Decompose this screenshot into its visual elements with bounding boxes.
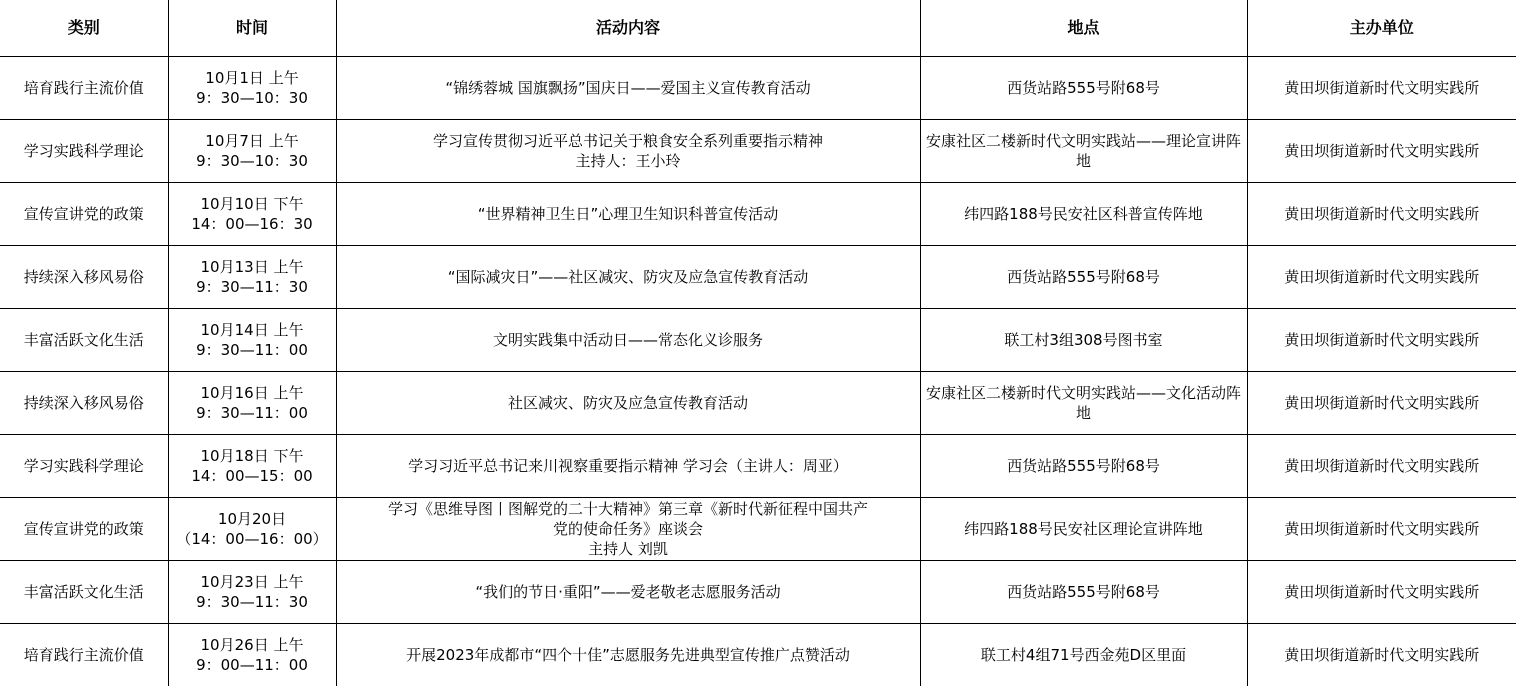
table-row [0,120,1516,183]
content-line: 开展2023年成都市“四个十佳”志愿服务先进典型宣传推广点赞活动 [339,645,918,665]
time-line: 9：30—11：00 [171,340,334,360]
time-line: 9：30—10：30 [171,151,334,171]
time-line: 10月23日 上午 [171,572,334,592]
content-cell [336,624,920,686]
table-row [0,624,1516,686]
category-cell: 丰富活跃文化生活 [0,309,168,372]
time-line: 14：00—15：00 [171,466,334,486]
location-cell [920,435,1247,498]
time-cell [168,57,336,120]
time-cell [168,498,336,561]
content-line: 学习宣传贯彻习近平总书记关于粮食安全系列重要指示精神 [339,131,918,151]
category-cell: 宣传宣讲党的政策 [0,498,168,561]
organizer-cell: 黄田坝街道新时代文明实践所 [1247,120,1516,183]
location-cell [920,498,1247,561]
location-cell [920,183,1247,246]
location-cell [920,246,1247,309]
content-cell [336,435,920,498]
content-line: 学习习近平总书记来川视察重要指示精神 学习会（主讲人：周亚） [339,456,918,476]
header-time: 时间 [168,0,336,57]
content-line: “世界精神卫生日”心理卫生知识科普宣传活动 [339,204,918,224]
content-cell [336,183,920,246]
header-category: 类别 [0,0,168,57]
location-text: 西货站路555号附68号 [1007,268,1160,286]
time-line: 10月20日 [171,509,334,529]
organizer-cell: 黄田坝街道新时代文明实践所 [1247,246,1516,309]
content-cell [336,120,920,183]
content-line: “我们的节日·重阳”——爱老敬老志愿服务活动 [339,582,918,602]
time-line: 10月1日 上午 [171,68,334,88]
location-cell [920,624,1247,686]
content-cell [336,246,920,309]
content-line: 主持人 刘凯 [339,539,918,559]
table-row [0,561,1516,624]
location-text: 西货站路555号附68号 [1007,457,1160,475]
content-line: “国际减灾日”——社区减灾、防灾及应急宣传教育活动 [339,267,918,287]
time-cell [168,183,336,246]
location-text: 西货站路555号附68号 [1007,583,1160,601]
location-text: 纬四路188号民安社区科普宣传阵地 [964,205,1203,223]
time-line: 10月14日 上午 [171,320,334,340]
header-location: 地点 [920,0,1247,57]
category-cell: 持续深入移风易俗 [0,246,168,309]
location-text: 安康社区二楼新时代文明实践站——文化活动阵地 [926,384,1241,422]
organizer-cell: 黄田坝街道新时代文明实践所 [1247,372,1516,435]
time-cell [168,246,336,309]
time-line: 10月10日 下午 [171,194,334,214]
time-line: 9：30—11：30 [171,277,334,297]
content-cell [336,309,920,372]
time-line: 10月18日 下午 [171,446,334,466]
content-cell [336,372,920,435]
table-row [0,498,1516,561]
time-cell [168,372,336,435]
content-cell [336,498,920,561]
content-cell [336,57,920,120]
organizer-cell: 黄田坝街道新时代文明实践所 [1247,183,1516,246]
time-cell [168,624,336,686]
location-cell [920,561,1247,624]
location-text: 西货站路555号附68号 [1007,79,1160,97]
time-cell [168,435,336,498]
category-cell: 学习实践科学理论 [0,435,168,498]
header-content: 活动内容 [336,0,920,57]
category-cell: 培育践行主流价值 [0,57,168,120]
location-cell [920,372,1247,435]
time-line: 9：30—10：30 [171,88,334,108]
location-cell [920,57,1247,120]
category-cell: 丰富活跃文化生活 [0,561,168,624]
time-line: 14：00—16：30 [171,214,334,234]
time-line: 10月13日 上午 [171,257,334,277]
time-cell [168,309,336,372]
location-cell [920,309,1247,372]
content-line: 学习《思维导图丨图解党的二十大精神》第三章《新时代新征程中国共产 [339,499,918,519]
content-line: 文明实践集中活动日——常态化义诊服务 [339,330,918,350]
content-line: “锦绣蓉城 国旗飘扬”国庆日——爱国主义宣传教育活动 [339,78,918,98]
time-line: 9：00—11：00 [171,655,334,675]
content-cell [336,561,920,624]
location-text: 安康社区二楼新时代文明实践站——理论宣讲阵地 [926,132,1241,170]
header-organizer: 主办单位 [1247,0,1516,57]
table-row [0,309,1516,372]
table-row [0,183,1516,246]
header-row [0,0,1516,57]
time-line: 9：30—11：00 [171,403,334,423]
category-cell: 培育践行主流价值 [0,624,168,686]
table-row [0,246,1516,309]
time-line: 10月26日 上午 [171,635,334,655]
organizer-cell: 黄田坝街道新时代文明实践所 [1247,435,1516,498]
time-line: 9：30—11：30 [171,592,334,612]
time-line: 10月7日 上午 [171,131,334,151]
location-text: 联工村3组308号图书室 [1004,331,1162,349]
table-row [0,57,1516,120]
organizer-cell: 黄田坝街道新时代文明实践所 [1247,561,1516,624]
time-line: （14：00—16：00） [171,529,334,549]
time-line: 10月16日 上午 [171,383,334,403]
time-cell [168,120,336,183]
category-cell: 持续深入移风易俗 [0,372,168,435]
location-text: 纬四路188号民安社区理论宣讲阵地 [964,520,1203,538]
category-cell: 学习实践科学理论 [0,120,168,183]
location-text: 联工村4组71号西金苑D区里面 [981,646,1186,664]
time-cell [168,561,336,624]
content-line: 社区减灾、防灾及应急宣传教育活动 [339,393,918,413]
category-cell: 宣传宣讲党的政策 [0,183,168,246]
organizer-cell: 黄田坝街道新时代文明实践所 [1247,624,1516,686]
location-cell [920,120,1247,183]
organizer-cell: 黄田坝街道新时代文明实践所 [1247,309,1516,372]
content-line: 主持人：王小玲 [339,151,918,171]
table-row [0,372,1516,435]
content-line: 党的使命任务》座谈会 [339,519,918,539]
organizer-cell: 黄田坝街道新时代文明实践所 [1247,57,1516,120]
table-row [0,435,1516,498]
organizer-cell: 黄田坝街道新时代文明实践所 [1247,498,1516,561]
